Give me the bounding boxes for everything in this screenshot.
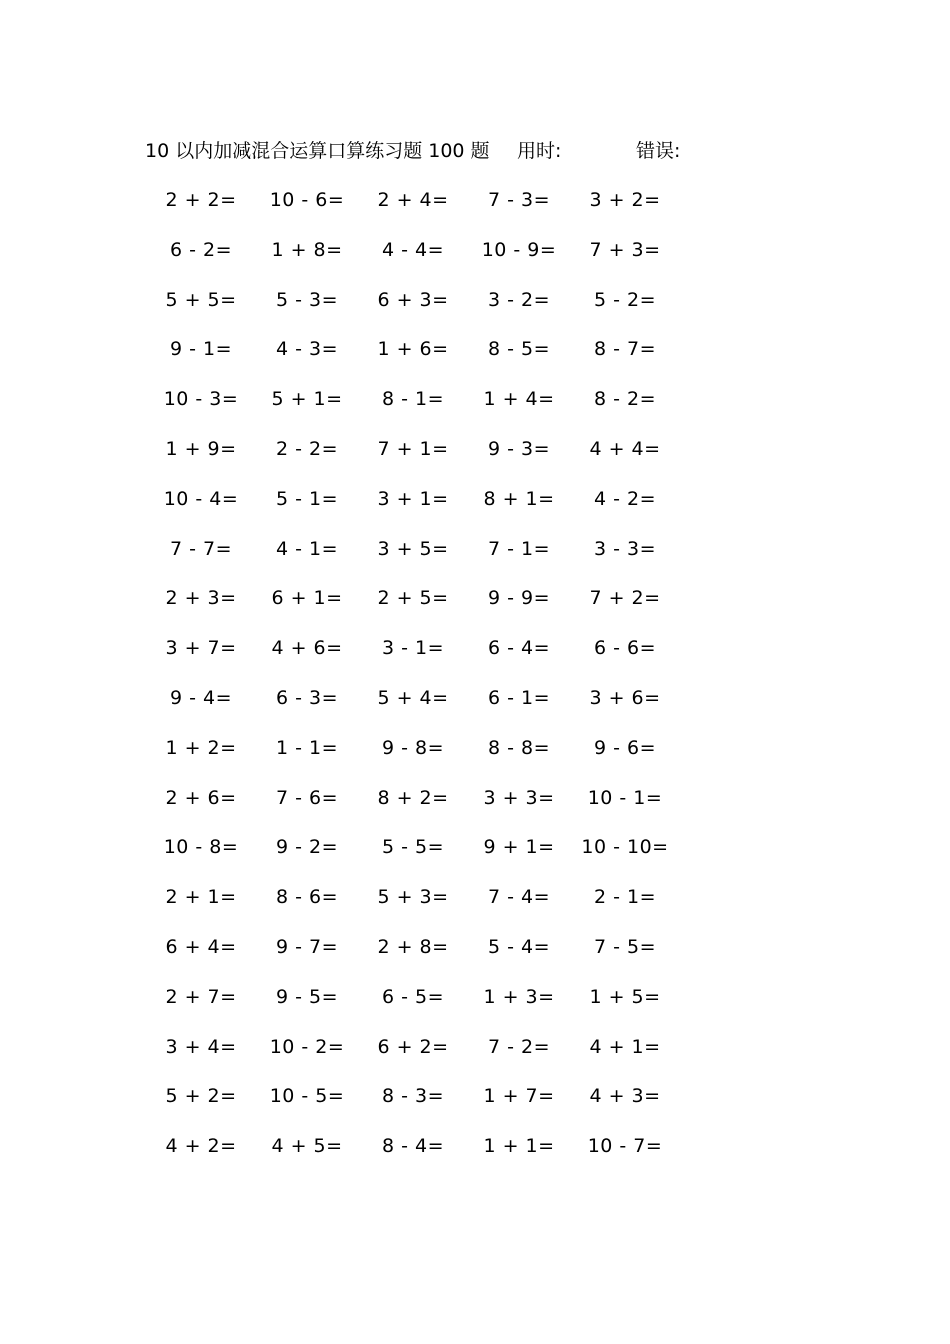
math-problem: 7 - 7= xyxy=(169,537,233,560)
math-problem: 5 - 3= xyxy=(275,288,339,311)
math-problem: 6 - 6= xyxy=(593,637,657,660)
math-problem: 10 - 6= xyxy=(269,189,345,211)
math-problem: 5 + 4= xyxy=(377,686,449,709)
math-problem: 4 - 3= xyxy=(275,338,339,361)
math-problem: 8 - 7= xyxy=(593,338,657,361)
math-problem: 6 + 3= xyxy=(377,288,449,311)
math-problem: 7 + 3= xyxy=(589,238,661,261)
math-problem: 6 + 2= xyxy=(377,1035,449,1058)
math-problem: 6 - 4= xyxy=(487,637,551,660)
math-problem: 5 + 5= xyxy=(165,288,237,311)
math-problem: 6 + 1= xyxy=(271,587,343,610)
math-problem: 2 + 8= xyxy=(377,935,449,958)
math-problem: 2 + 5= xyxy=(377,587,449,610)
math-problem: 5 - 5= xyxy=(381,836,445,859)
math-problem: 1 + 1= xyxy=(483,1135,555,1158)
time-used-label: 用时: xyxy=(517,140,562,162)
math-problem: 7 + 1= xyxy=(377,437,449,460)
math-problem: 6 - 2= xyxy=(169,238,233,261)
math-problem: 8 - 1= xyxy=(381,388,445,411)
math-problem: 3 - 3= xyxy=(593,537,657,560)
math-problem: 10 - 3= xyxy=(163,388,239,411)
math-problem: 8 - 6= xyxy=(275,886,339,909)
math-problem: 7 - 3= xyxy=(487,189,551,211)
math-problem: 4 + 5= xyxy=(271,1135,343,1158)
math-problem: 8 - 5= xyxy=(487,338,551,361)
math-problem: 4 - 1= xyxy=(275,537,339,560)
math-problem: 3 + 4= xyxy=(165,1035,237,1058)
math-problem: 8 - 8= xyxy=(487,736,551,759)
math-problem: 5 + 2= xyxy=(165,1085,237,1108)
math-problem: 1 + 7= xyxy=(483,1085,555,1108)
math-problem: 6 - 3= xyxy=(275,686,339,709)
error-count-label: 错误: xyxy=(636,140,681,162)
math-problem: 10 - 4= xyxy=(163,487,239,510)
worksheet-title: 10 以内加减混合运算口算练习题 100 题 xyxy=(145,140,490,162)
math-problem: 5 - 1= xyxy=(275,487,339,510)
math-problem: 3 - 1= xyxy=(381,637,445,660)
math-problem: 4 + 4= xyxy=(589,437,661,460)
math-problem: 2 + 4= xyxy=(377,189,449,211)
problem-grid xyxy=(148,186,678,1182)
math-problem: 2 - 1= xyxy=(593,886,657,909)
math-problem: 2 + 7= xyxy=(165,985,237,1008)
math-problem: 9 - 9= xyxy=(487,587,551,610)
math-problem: 4 - 4= xyxy=(381,238,445,261)
math-problem: 2 - 2= xyxy=(275,437,339,460)
math-problem: 4 + 6= xyxy=(271,637,343,660)
math-problem: 5 + 3= xyxy=(377,886,449,909)
math-problem: 3 + 3= xyxy=(483,786,555,809)
math-problem: 7 + 2= xyxy=(589,587,661,610)
math-problem: 9 - 3= xyxy=(487,437,551,460)
math-problem: 4 + 2= xyxy=(165,1135,237,1158)
math-problem: 10 - 1= xyxy=(587,786,663,809)
math-problem: 3 + 5= xyxy=(377,537,449,560)
math-problem: 3 + 1= xyxy=(377,487,449,510)
math-problem: 4 + 3= xyxy=(589,1085,661,1108)
math-problem: 7 - 1= xyxy=(487,537,551,560)
math-problem: 8 + 2= xyxy=(377,786,449,809)
math-problem: 1 + 4= xyxy=(483,388,555,411)
math-problem: 9 - 8= xyxy=(381,736,445,759)
math-problem: 10 - 10= xyxy=(581,836,669,859)
math-problem: 7 - 5= xyxy=(593,935,657,958)
math-problem: 10 - 8= xyxy=(163,836,239,859)
math-problem: 10 - 7= xyxy=(587,1135,663,1158)
math-problem: 2 + 6= xyxy=(165,786,237,809)
math-problem: 2 + 1= xyxy=(165,886,237,909)
math-problem: 9 - 2= xyxy=(275,836,339,859)
math-problem: 3 + 6= xyxy=(589,686,661,709)
math-problem: 8 - 4= xyxy=(381,1135,445,1158)
math-problem: 4 - 2= xyxy=(593,487,657,510)
math-problem: 10 - 9= xyxy=(481,238,557,261)
math-problem: 1 + 3= xyxy=(483,985,555,1008)
math-problem: 1 + 6= xyxy=(377,338,449,361)
math-problem: 2 + 3= xyxy=(165,587,237,610)
math-problem: 4 + 1= xyxy=(589,1035,661,1058)
math-problem: 8 - 2= xyxy=(593,388,657,411)
math-problem: 8 + 1= xyxy=(483,487,555,510)
math-problem: 3 - 2= xyxy=(487,288,551,311)
math-problem: 9 - 4= xyxy=(169,686,233,709)
math-problem: 5 + 1= xyxy=(271,388,343,411)
math-problem: 5 - 2= xyxy=(593,288,657,311)
math-problem: 7 - 4= xyxy=(487,886,551,909)
math-problem: 9 - 5= xyxy=(275,985,339,1008)
math-problem: 10 - 5= xyxy=(269,1085,345,1108)
math-problem: 3 + 7= xyxy=(165,637,237,660)
math-problem: 6 - 5= xyxy=(381,985,445,1008)
math-problem: 9 + 1= xyxy=(483,836,555,859)
math-problem: 6 + 4= xyxy=(165,935,237,958)
math-problem: 2 + 2= xyxy=(165,189,237,211)
math-problem: 1 - 1= xyxy=(275,736,339,759)
math-problem: 7 - 2= xyxy=(487,1035,551,1058)
math-problem: 9 - 6= xyxy=(593,736,657,759)
math-problem: 6 - 1= xyxy=(487,686,551,709)
math-problem: 9 - 7= xyxy=(275,935,339,958)
math-problem: 10 - 2= xyxy=(269,1035,345,1058)
math-problem: 5 - 4= xyxy=(487,935,551,958)
math-problem: 1 + 8= xyxy=(271,238,343,261)
math-problem: 8 - 3= xyxy=(381,1085,445,1108)
math-problem: 1 + 5= xyxy=(589,985,661,1008)
math-problem: 1 + 2= xyxy=(165,736,237,759)
math-problem: 9 - 1= xyxy=(169,338,233,361)
math-problem: 7 - 6= xyxy=(275,786,339,809)
math-problem: 1 + 9= xyxy=(165,437,237,460)
math-problem: 3 + 2= xyxy=(589,189,661,211)
